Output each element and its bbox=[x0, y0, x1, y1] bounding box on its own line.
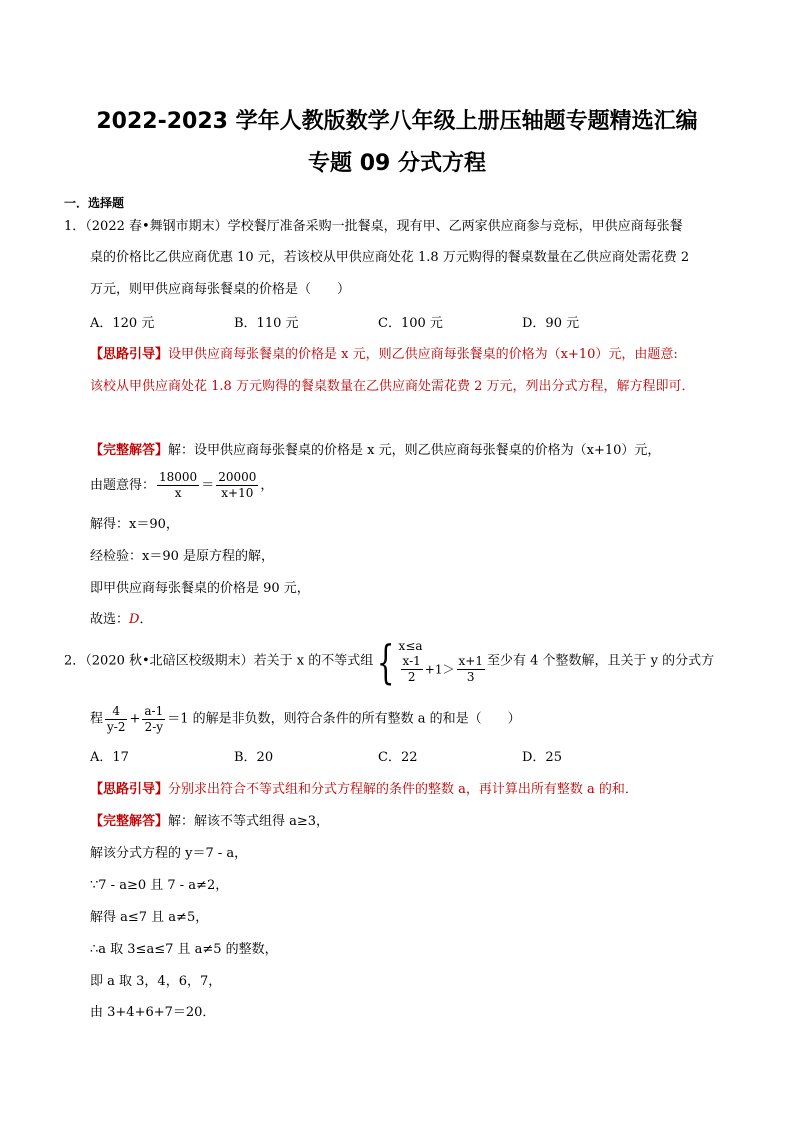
q1-hint-tag: 【思路引导】 bbox=[90, 347, 169, 362]
q2-text-suffix: 至少有 4 个整数解，且关于 y 的分式方 bbox=[486, 653, 715, 669]
q1-fraction-1 bbox=[157, 470, 199, 501]
q2-answer-line5: ∴a 取 3≤a≤7 且 a≠5 的整数， bbox=[90, 942, 278, 957]
q1-equation-suffix: ， bbox=[260, 478, 274, 493]
q1-option-c[interactable]: C．100 元 bbox=[378, 316, 443, 331]
q2-text-line2 bbox=[90, 704, 521, 735]
q2-option-d[interactable]: D．25 bbox=[522, 750, 562, 765]
page-subtitle: 专题 09 分式方程 bbox=[308, 151, 486, 176]
q1-answer-line5: 即甲供应商每张餐桌的价格是 90 元， bbox=[90, 581, 310, 596]
q2-sys-frac-a-den: 2 bbox=[407, 670, 416, 684]
q1-text-line3: 万元，则甲供应商每张餐桌的价格是（ ） bbox=[90, 282, 351, 297]
q2-line2-prefix: 程 bbox=[90, 711, 104, 727]
q1-answer-line6 bbox=[90, 611, 152, 629]
q2-answer-line7: 由 3+4+6+7＝20． bbox=[90, 1005, 216, 1020]
q1-answer-tag: 【完整解答】 bbox=[90, 443, 169, 458]
q2-line2-suffix: ＝1 的解是非负数，则符合条件的所有整数 a 的和是（ ） bbox=[167, 711, 521, 727]
q2-text-prefix: 2．（2020 秋•北碚区校级期末）若关于 x 的不等式组 bbox=[64, 653, 374, 669]
q1-frac2-num: 20000 bbox=[218, 470, 257, 484]
q1-answer-choose-prefix: 故选： bbox=[90, 612, 130, 627]
q2-answer-line2: 解该分式方程的 y＝7 - a， bbox=[90, 846, 248, 861]
page-title: 2022-2023 学年人教版数学八年级上册压轴题专题精选汇编 bbox=[96, 109, 698, 134]
q2-sys-frac-b bbox=[457, 654, 485, 685]
q2-answer-line6: 即 a 取 3，4，6，7， bbox=[90, 974, 222, 989]
q2-sys-frac-b-num: x+1 bbox=[458, 654, 483, 668]
q1-frac1-den: x bbox=[174, 486, 182, 500]
q2-sys-frac-b-den: 3 bbox=[466, 670, 475, 684]
q1-options bbox=[90, 315, 666, 333]
q2-answer-tag: 【完整解答】 bbox=[90, 814, 169, 829]
q1-answer-line3: 解得：x＝90， bbox=[90, 517, 179, 532]
q2-hint-text: 分别求出符合不等式组和分式方程解的条件的整数 a，再计算出所有整数 a 的和． bbox=[168, 782, 638, 797]
q1-text-line1: 1．（2022 春•舞钢市期末）学校餐厅准备采购一批餐桌，现有甲、乙两家供应商参与竞标，甲供应商每张餐 bbox=[64, 219, 683, 234]
q2-hint-tag: 【思路引导】 bbox=[90, 782, 169, 797]
q2-sys-frac-a bbox=[401, 654, 423, 685]
q1-option-d[interactable]: D．90 元 bbox=[522, 316, 580, 331]
q1-fraction-2 bbox=[216, 470, 258, 501]
q2-eq-frac-b-den: 2-y bbox=[144, 720, 164, 734]
q2-eq-frac-a-den: y-2 bbox=[107, 720, 126, 734]
q1-answer-choice: D bbox=[129, 612, 140, 627]
q2-system-brace: { bbox=[377, 634, 395, 689]
q1-hint-text1: 设甲供应商每张餐桌的价格是 x 元，则乙供应商每张餐桌的价格为（x+10）元，由题意: bbox=[168, 347, 678, 362]
q1-text-line2: 桌的价格比乙供应商优惠 10 元，若该校从甲供应商处花 1.8 万元购得的餐桌数量在乙供应商处需花费 2 bbox=[90, 250, 690, 265]
q2-option-a[interactable]: A．17 bbox=[90, 750, 129, 765]
q2-hint-line bbox=[90, 781, 638, 799]
q1-frac1-num: 18000 bbox=[159, 470, 198, 484]
q2-sys-mid: +1＞ bbox=[424, 662, 455, 677]
q2-option-b[interactable]: B．20 bbox=[234, 750, 274, 765]
q2-inequality-system bbox=[399, 638, 487, 685]
q2-eq-frac-b-num: a-1 bbox=[144, 704, 164, 718]
q1-answer-choose-suffix: ． bbox=[139, 612, 153, 627]
q2-text-line1 bbox=[64, 634, 715, 689]
section-heading: 一．选择题 bbox=[64, 196, 125, 210]
q2-answer-line3: ∵7 - a≥0 且 7 - a≠2， bbox=[90, 878, 229, 893]
q2-system-row2 bbox=[399, 654, 487, 685]
q1-answer-line4: 经检验：x＝90 是原方程的解， bbox=[90, 549, 275, 564]
q1-option-b[interactable]: B．110 元 bbox=[234, 316, 299, 331]
q1-equation-line: 由题意得： $\frac{18000}{x}$ ＝ $\frac{20000}{x+10}$ ， bbox=[90, 470, 274, 500]
q2-eq-frac-b bbox=[142, 704, 165, 735]
q2-eq-frac-a bbox=[105, 704, 127, 735]
q1-equation-prefix: 由题意得： bbox=[90, 478, 156, 493]
q2-options bbox=[90, 749, 666, 767]
q1-answer-text1: 解：设甲供应商每张餐桌的价格是 x 元，则乙供应商每张餐桌的价格为（x+10）元， bbox=[168, 443, 661, 458]
q2-answer-text1: 解：解该不等式组得 a≥3， bbox=[168, 814, 330, 829]
q1-option-a[interactable]: A．120 元 bbox=[90, 316, 155, 331]
q1-hint-line2: 该校从甲供应商处花 1.8 万元购得的餐桌数量在乙供应商处需花费 2 万元，列出分式方程，解方程即可． bbox=[90, 379, 695, 394]
q2-eq-plus: + bbox=[129, 711, 141, 727]
q2-eq-frac-a-num: 4 bbox=[105, 704, 127, 720]
q2-answer-line4: 解得 a≤7 且 a≠5， bbox=[90, 910, 209, 925]
q1-frac2-den: x+10 bbox=[221, 486, 254, 500]
q2-system-row1: x≤a bbox=[398, 639, 423, 653]
q2-sys-frac-a-num: x-1 bbox=[402, 654, 421, 668]
q1-answer-line1 bbox=[90, 442, 660, 460]
q2-option-c[interactable]: C．22 bbox=[378, 750, 418, 765]
q1-hint-line1 bbox=[90, 346, 678, 364]
q2-answer-line1 bbox=[90, 813, 329, 831]
